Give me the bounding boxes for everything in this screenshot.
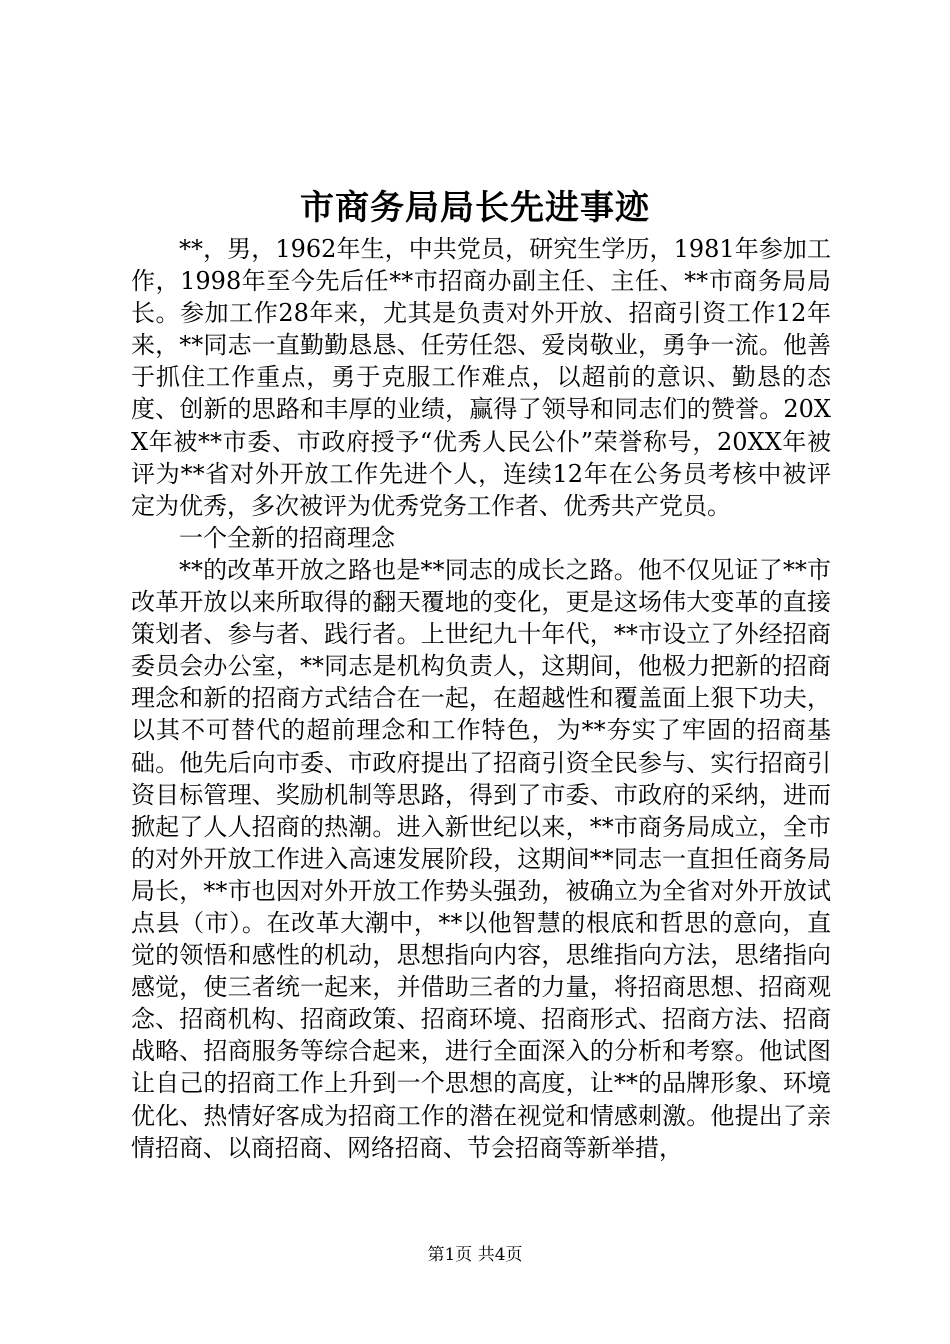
document-title: 市商务局局长先进事迹 [300,188,650,228]
document-body [131,233,831,1164]
section-heading: 一个全新的招商理念 [179,523,395,552]
section-paragraph: **的改革开放之路也是**同志的成长之路。他不仅见证了**市改革开放以来所取得的翻天覆地的变化，更是这场伟大变革的直接策划者、参与者、践行者。上世纪九十年代，**市设立了外经招商委员会办公室，**同志是机构负责人，这期间，他极力把新的招商理念和新的招商方式结合在一起，在超越性和覆盖面上狠下功夫，以其不可替代的超前理念和工作特色，为**夯实了牢固的招商基础。他先后向市委、市政府提出了招商引资全民参与、实行招商引资目标管理、奖励机制等思路，得到了市委、市政府的采纳，进而掀起了人人招商的热潮。进入新世纪以来，**市商务局成立，全市的对外开放工作进入高速发展阶段，这期间**同志一直担任商务局局长，**市也因对外开放工作势头强劲，被确立为全省对外开放试点县（市）。在改革大潮中，**以他智慧的根底和哲思的意向，直觉的领悟和感性的机动，思想指向内容，思维指向方法，思绪指向感觉，使三者统一起来，并借助三者的力量，将招商思想、招商观念、招商机构、招商政策、招商环境、招商形式、招商方法、招商战略、招商服务等综合起来，进行全面深入的分析和考察。他试图让自己的招商工作上升到一个思想的高度，让**的品牌形象、环境优化、热情好客成为招商工作的潜在视觉和情感刺激。他提出了亲情招商、以商招商、网络招商、节会招商等新举措， [131,555,831,1162]
page-footer: 第1页 共4页 [427,1245,523,1265]
intro-paragraph: **，男，1962年生，中共党员，研究生学历，1981年参加工作，1998年至今先后任**市招商办副主任、主任、**市商务局局长。参加工作28年来，尤其是负责对外开放、招商引资工作12年来，**同志一直勤勤恳恳、任劳任怨、爱岗敬业，勇争一流。他善于抓住工作重点，勇于克服工作难点，以超前的意识、勤恳的态度、创新的思路和丰厚的业绩，赢得了领导和同志们的赞誉。20XX年被**市委、市政府授予“优秀人民公仆”荣誉称号，20XX年被评为**省对外开放工作先进个人，连续12年在公务员考核中被评定为优秀，多次被评为优秀党务工作者、优秀共产党员。 [131,235,831,520]
